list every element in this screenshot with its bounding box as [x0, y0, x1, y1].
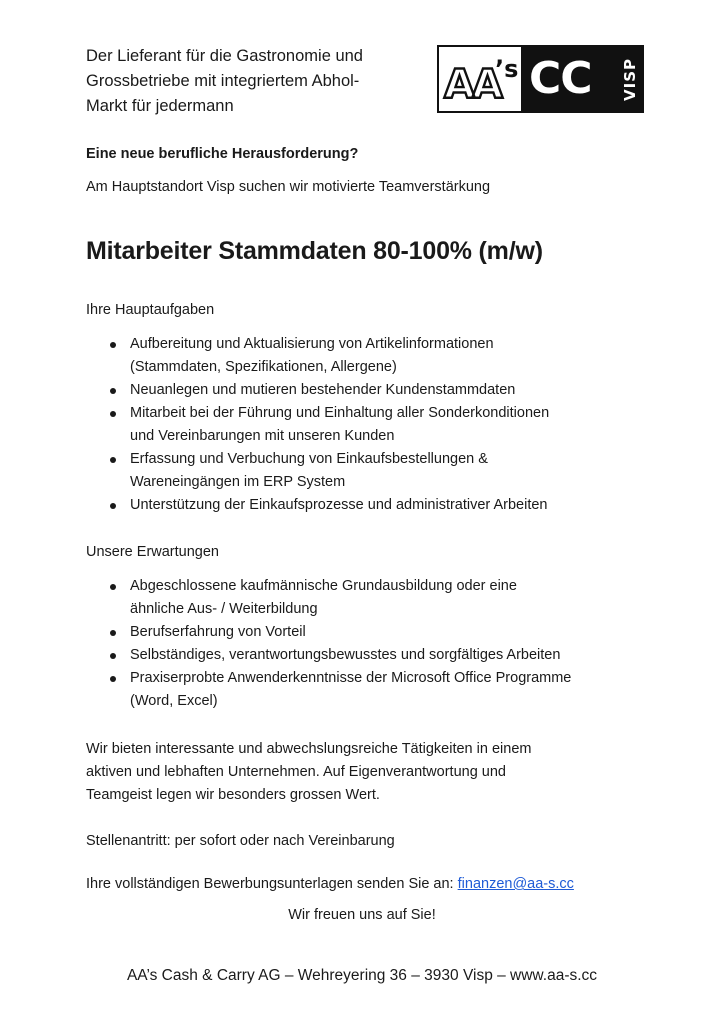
list-item	[110, 379, 670, 402]
paragraph-line: aktiven und lebhaften Unternehmen. Auf Eigenverantwortung und	[86, 764, 506, 780]
closing-text: Wir freuen uns auf Sie!	[288, 907, 436, 923]
company-logo	[437, 45, 644, 113]
list-item-line: und Vereinbarungen mit unseren Kunden	[130, 428, 395, 444]
list-item-line: Mitarbeit bei der Führung und Einhaltung aller Sonderkonditionen	[130, 405, 550, 421]
list-item-line: Neuanlegen und mutieren bestehender Kundenstammdaten	[130, 382, 516, 398]
list-item-line: Wareneingängen im ERP System	[130, 474, 346, 490]
logo-visp-text: VISP	[621, 57, 639, 101]
list-item-line: (Word, Excel)	[130, 693, 218, 709]
subtitle: Eine neue berufliche Herausforderung?	[86, 146, 359, 162]
logo-cc-text: CC	[529, 53, 592, 104]
email-link[interactable]: finanzen@aa-s.cc	[457, 876, 574, 892]
list-item	[110, 667, 670, 713]
logo-aa-mark	[439, 47, 521, 111]
svg-text:AA: AA	[444, 62, 500, 107]
paragraph-line: Teamgeist legen wir besonders grossen Wert.	[86, 787, 380, 803]
company-footer: AA’s Cash & Carry AG – Wehreyering 36 – 3930 Visp – www.aa-s.cc	[126, 967, 598, 984]
logo-dark-panel	[521, 47, 642, 111]
offer-paragraph	[86, 738, 646, 807]
application-text: Ihre vollständigen Bewerbungsunterlagen senden Sie an:	[86, 876, 458, 892]
company-intro	[86, 44, 426, 119]
list-item	[110, 621, 670, 644]
expectations-heading: Unsere Erwartungen	[86, 544, 219, 560]
lead-text: Am Hauptstandort Visp suchen wir motivierte Teamverstärkung	[86, 179, 491, 195]
list-item	[110, 333, 670, 379]
logo-aa-outline-icon	[441, 51, 519, 107]
start-date	[86, 830, 646, 853]
list-item	[110, 402, 670, 448]
paragraph-line: Wir bieten interessante und abwechslungsreiche Tätigkeiten in einem	[86, 741, 532, 757]
list-item-line: Aufbereitung und Aktualisierung von Artikelinformationen	[130, 336, 494, 352]
job-title: Mitarbeiter Stammdaten 80-100% (m/w)	[86, 237, 543, 265]
list-item-line: Abgeschlossene kaufmännische Grundausbildung oder eine	[130, 578, 517, 594]
intro-line: Markt für jedermann	[86, 97, 234, 115]
list-item	[110, 644, 670, 667]
tasks-list	[110, 333, 670, 517]
intro-line: Grossbetriebe mit integriertem Abhol-	[86, 72, 360, 90]
start-date-text: Stellenantritt: per sofort oder nach Vereinbarung	[86, 833, 395, 849]
application-line	[86, 876, 574, 892]
list-item	[110, 448, 670, 494]
svg-text:’s: ’s	[495, 55, 519, 83]
list-item-line: Erfassung und Verbuchung von Einkaufsbestellungen &	[130, 451, 488, 467]
intro-line: Der Lieferant für die Gastronomie und	[86, 47, 363, 65]
list-item-line: Berufserfahrung von Vorteil	[130, 624, 306, 640]
list-item-line: Unterstützung der Einkaufsprozesse und administrativer Arbeiten	[130, 497, 548, 513]
expectations-list	[110, 575, 670, 713]
list-item	[110, 494, 670, 517]
list-item-line: Praxiserprobte Anwenderkenntnisse der Microsoft Office Programme	[130, 670, 572, 686]
list-item-line: ähnliche Aus- / Weiterbildung	[130, 601, 318, 617]
list-item	[110, 575, 670, 621]
list-item-line: (Stammdaten, Spezifikationen, Allergene)	[130, 359, 397, 375]
tasks-heading: Ihre Hauptaufgaben	[86, 302, 215, 318]
list-item-line: Selbständiges, verantwortungsbewusstes und sorgfältiges Arbeiten	[130, 647, 561, 663]
